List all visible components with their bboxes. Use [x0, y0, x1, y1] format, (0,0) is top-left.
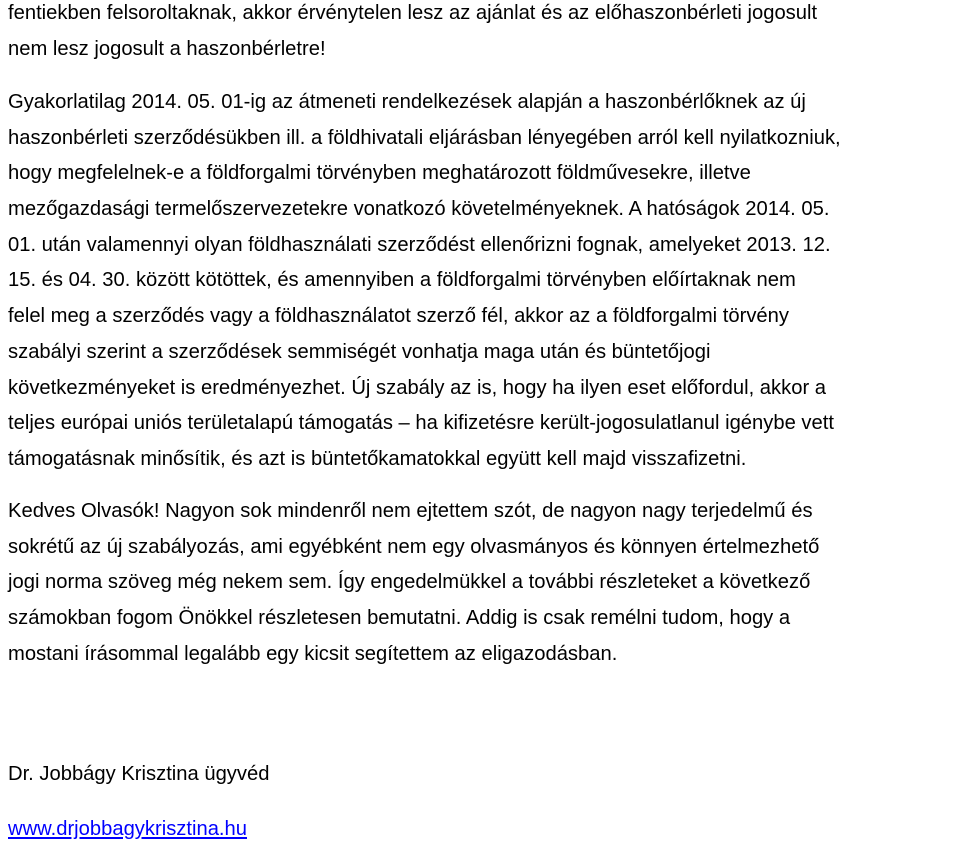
- paragraph-2: [8, 85, 841, 478]
- paragraph-3: [8, 494, 819, 672]
- text-line: mostani írásommal legalább egy kicsit segítettem az eligazodásban.: [8, 642, 618, 665]
- text-line: 15. és 04. 30. között kötöttek, és amennyiben a földforgalmi törvényben előírtaknak nem: [8, 269, 796, 292]
- text-line: haszonbérleti szerződésükben ill. a földhivatali eljárásban lényegében arról kell nyilatkozniuk,: [8, 126, 841, 149]
- website-link-text[interactable]: www.drjobbagykrisztina.hu: [8, 818, 247, 840]
- signature: [8, 757, 269, 793]
- text-line: mezőgazdasági termelőszervezetekre vonatkozó követelményeknek. A hatóságok 2014. 05.: [8, 198, 830, 221]
- text-line: nem lesz jogosult a haszonbérletre!: [8, 37, 326, 60]
- text-line: teljes európai uniós területalapú támogatás – ha kifizetésre került-jogosulatlanul igénybe vett: [8, 412, 834, 435]
- text-line: következményeket is eredményezhet. Új szabály az is, hogy ha ilyen eset előfordul, akkor a: [8, 376, 827, 399]
- text-line: 01. után valamennyi olyan földhasználati szerződést ellenőrizni fognak, amelyeket 2013. 12.: [8, 233, 831, 256]
- text-line: hogy megfelelnek-e a földforgalmi törvényben meghatározott földművesekre, illetve: [8, 162, 751, 185]
- text-line: Gyakorlatilag 2014. 05. 01-ig az átmeneti rendelkezések alapján a haszonbérlőknek az új: [8, 91, 806, 113]
- text-line: jogi norma szöveg még nekem sem. Így engedelmükkel a további részleteket a következő: [8, 571, 811, 594]
- text-line: fentiekben felsoroltaknak, akkor érvénytelen lesz az ajánlat és az előhaszonbérleti jogosult: [8, 2, 818, 24]
- text-line: szabályi szerint a szerződések semmiségét vonhatja maga után és büntetőjogi: [8, 340, 711, 363]
- text-line: számokban fogom Önökkel részletesen bemutatni. Addig is csak remélni tudom, hogy a: [8, 607, 791, 630]
- paragraph-1: [8, 0, 817, 67]
- text-line: felel meg a szerződés vagy a földhasználatot szerző fél, akkor az a földforgalmi törvény: [8, 305, 789, 328]
- website-link[interactable]: [8, 812, 247, 848]
- signature-text: Dr. Jobbágy Krisztina ügyvéd: [8, 763, 270, 785]
- text-line: támogatásnak minősítik, és azt is büntetőkamatokkal együtt kell majd visszafizetni.: [8, 447, 747, 470]
- text-line: Kedves Olvasók! Nagyon sok mindenről nem ejtettem szót, de nagyon nagy terjedelmű és: [8, 500, 813, 522]
- text-line: sokrétű az új szabályozás, ami egyébként nem egy olvasmányos és könnyen értelmezhető: [8, 535, 820, 558]
